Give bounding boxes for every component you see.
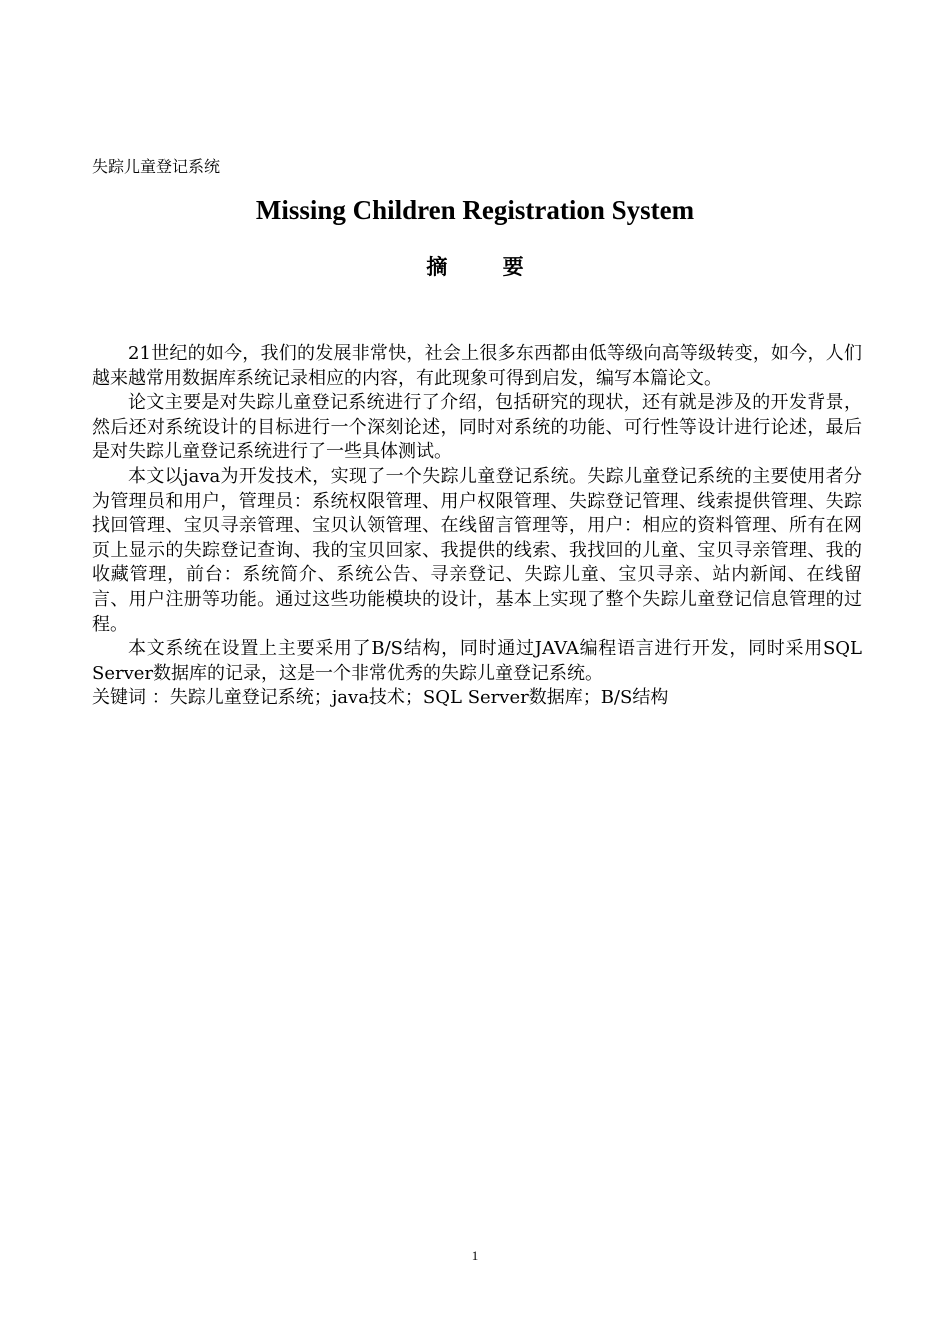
page-number: 1	[471, 1248, 479, 1263]
keywords-line: 关键词 ：失踪儿童登记系统；java技术；SQL Server数据库；B/S结构	[92, 687, 669, 709]
abstract-paragraph-3: 本文以java为开发技术，实现了一个失踪儿童登记系统。失踪儿童登记系统的主要使用者分为管理员和用户，管理员：系统权限管理、用户权限管理、失踪登记管理、线索提供管理、失踪找回管理、宝贝寻亲管理、宝贝认领管理、在线留言管理等，用户：相应的资料管理、所有在网页上显示的失踪登记查询、我的宝贝回家、我提供的线索、我找回的儿童、宝贝寻亲管理、我的收藏管理，前台：系统简介、系统公告、寻亲登记、失踪儿童、宝贝寻亲、站内新闻、在线留言、用户注册等功能。通过这些功能模块的设计，基本上实现了整个失踪儿童登记信息管理的过程。	[92, 465, 862, 635]
paper-title-english: Missing Children Registration System	[255, 195, 695, 225]
abstract-paragraph-1: 21世纪的如今，我们的发展非常快，社会上很多东西都由低等级向高等级转变，如今，人们越来越常用数据库系统记录相应的内容，有此现象可得到启发，编写本篇论文。	[92, 343, 862, 389]
running-header: 失踪儿童登记系统	[92, 157, 221, 176]
abstract-heading: 摘 要	[426, 255, 548, 279]
abstract-paragraph-2: 论文主要是对失踪儿童登记系统进行了介绍，包括研究的现状，还有就是涉及的开发背景，然后还对系统设计的目标进行一个深刻论述，同时对系统的功能、可行性等设计进行论述，最后是对失踪儿童登记系统进行了一些具体测试。	[92, 392, 862, 463]
abstract-body	[92, 342, 862, 711]
abstract-paragraph-4: 本文系统在设置上主要采用了B/S结构，同时通过JAVA编程语言进行开发，同时采用SQL Server数据库的记录，这是一个非常优秀的失踪儿童登记系统。	[92, 638, 862, 684]
